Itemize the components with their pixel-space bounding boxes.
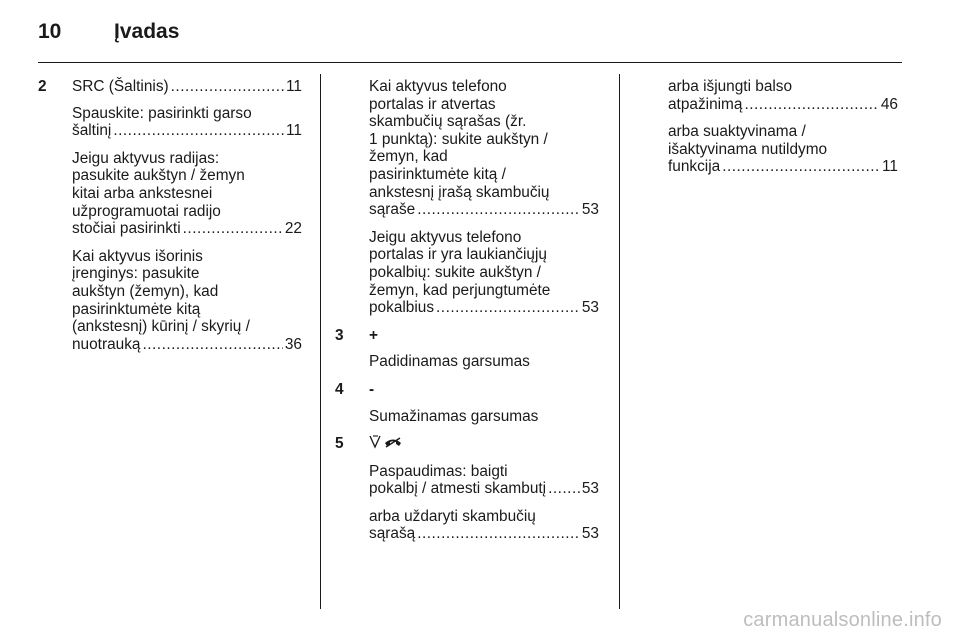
- column-divider-2: [619, 74, 620, 609]
- text-line-with-ref: [72, 122, 302, 140]
- dot-leader: [548, 480, 580, 498]
- text-line: žemyn, kad perjungtumėte: [369, 281, 551, 299]
- minus-symbol: -: [369, 380, 375, 398]
- text-line: Jeigu aktyvus radijas:: [72, 149, 220, 167]
- text-line-with-ref: [72, 220, 302, 238]
- page-ref: 53: [581, 525, 599, 543]
- header-divider: [38, 62, 902, 63]
- dot-leader: [417, 525, 580, 543]
- text-line-with-ref: [668, 96, 898, 114]
- column-3: [668, 78, 898, 186]
- page-ref: 36: [284, 335, 302, 353]
- item-number: 5: [335, 435, 344, 453]
- page-ref: 11: [882, 158, 898, 176]
- dot-leader: [142, 336, 282, 354]
- page-ref: 53: [581, 201, 599, 219]
- text-line-with-ref: [72, 336, 302, 354]
- item-number: 2: [38, 78, 47, 95]
- page-header: [38, 16, 902, 50]
- text-line-with-ref: [369, 299, 599, 317]
- item-number: 3: [335, 326, 344, 344]
- paragraph: [72, 105, 302, 140]
- text: atpažinimą: [668, 95, 743, 113]
- paragraph: [668, 78, 898, 113]
- page-ref: 22: [284, 220, 302, 238]
- text-line: pasirinktumėte kitą /: [369, 165, 506, 183]
- text-line: Spauskite: pasirinkti garso: [72, 104, 252, 122]
- text-line: pasirinktumėte kitą: [72, 300, 201, 318]
- text-line: Kai aktyvus išorinis: [72, 247, 203, 265]
- text-line: arba uždaryti skambučių: [369, 507, 536, 525]
- paragraph: [369, 229, 599, 317]
- text-line: pasukite aukštyn / žemyn: [72, 167, 245, 185]
- column-divider-1: [320, 74, 321, 609]
- page-ref: 11: [286, 122, 302, 140]
- text: sąraše: [369, 201, 416, 219]
- text-line: kitai arba ankstesnei: [72, 184, 213, 202]
- voice-hangup-icon: [369, 435, 405, 454]
- text-line-with-ref: [369, 525, 599, 543]
- text-line: Kai aktyvus telefono: [369, 78, 507, 95]
- text: pokalbius: [369, 299, 435, 317]
- item-number: 4: [335, 380, 344, 398]
- column-2: [335, 78, 599, 553]
- dot-leader: [436, 299, 580, 317]
- page-ref: 46: [880, 95, 898, 113]
- page-ref: 53: [581, 480, 599, 498]
- item-2: [38, 78, 302, 96]
- column-1: [38, 78, 302, 363]
- text: nuotrauką: [72, 335, 141, 353]
- text: sąrašą: [369, 525, 416, 543]
- text-line: pokalbių: sukite aukštyn /: [369, 263, 541, 281]
- text-line: užprogramuotai radijo: [72, 202, 221, 220]
- text-line: (ankstesnį) kūrinį / skyrių /: [72, 318, 250, 336]
- text-line-with-ref: [668, 158, 898, 176]
- text-line: portalas ir atvertas: [369, 95, 496, 113]
- dot-leader: [171, 78, 284, 96]
- item-title-line: [72, 78, 302, 96]
- paragraph: [369, 408, 599, 426]
- dot-leader: [113, 122, 284, 140]
- text-line: žemyn, kad: [369, 148, 448, 166]
- text-line: Padidinamas garsumas: [369, 353, 530, 371]
- paragraph: [369, 508, 599, 543]
- page-number: 10: [38, 20, 62, 43]
- text-line: 1 punktą): sukite aukštyn /: [369, 130, 548, 148]
- text-line: išaktyvinama nutildymo: [668, 140, 828, 158]
- text-line: ankstesnį įrašą skambučių: [369, 183, 550, 201]
- text-line: arba išjungti balso: [668, 78, 793, 95]
- paragraph: [72, 150, 302, 238]
- text-line: įrenginys: pasukite: [72, 265, 200, 283]
- text-line-with-ref: [369, 480, 599, 498]
- text-line: Paspaudimas: baigti: [369, 462, 508, 480]
- plus-symbol: +: [369, 326, 378, 344]
- dot-leader: [417, 201, 580, 219]
- text: stočiai pasirinkti: [72, 220, 181, 238]
- dot-leader: [722, 158, 880, 176]
- text-line: aukštyn (žemyn), kad: [72, 282, 219, 300]
- item-4: [335, 380, 599, 399]
- page-ref: 53: [581, 299, 599, 317]
- paragraph: [668, 123, 898, 176]
- text-line: skambučių sąrašas (žr.: [369, 113, 527, 131]
- text-line: Sumažinamas garsumas: [369, 407, 539, 425]
- text: pokalbį / atmesti skambutį: [369, 480, 547, 498]
- watermark: carmanualsonline.info: [743, 609, 942, 631]
- text: šaltinį: [72, 122, 112, 140]
- item-title: SRC (Šaltinis): [72, 78, 169, 95]
- page-title: Įvadas: [114, 20, 180, 43]
- text-line: Jeigu aktyvus telefono: [369, 228, 522, 246]
- paragraph: [369, 78, 599, 219]
- paragraph: [369, 353, 599, 371]
- text-line-with-ref: [369, 201, 599, 219]
- dot-leader: [183, 220, 283, 238]
- paragraph: [369, 463, 599, 498]
- item-3: [335, 326, 599, 345]
- dot-leader: [744, 96, 878, 114]
- item-5: [335, 435, 599, 454]
- text-line: portalas ir yra laukiančiųjų: [369, 246, 547, 264]
- paragraph: [72, 248, 302, 354]
- text-line: arba suaktyvinama /: [668, 123, 806, 141]
- text: funkcija: [668, 158, 721, 176]
- page-ref: 11: [286, 78, 302, 95]
